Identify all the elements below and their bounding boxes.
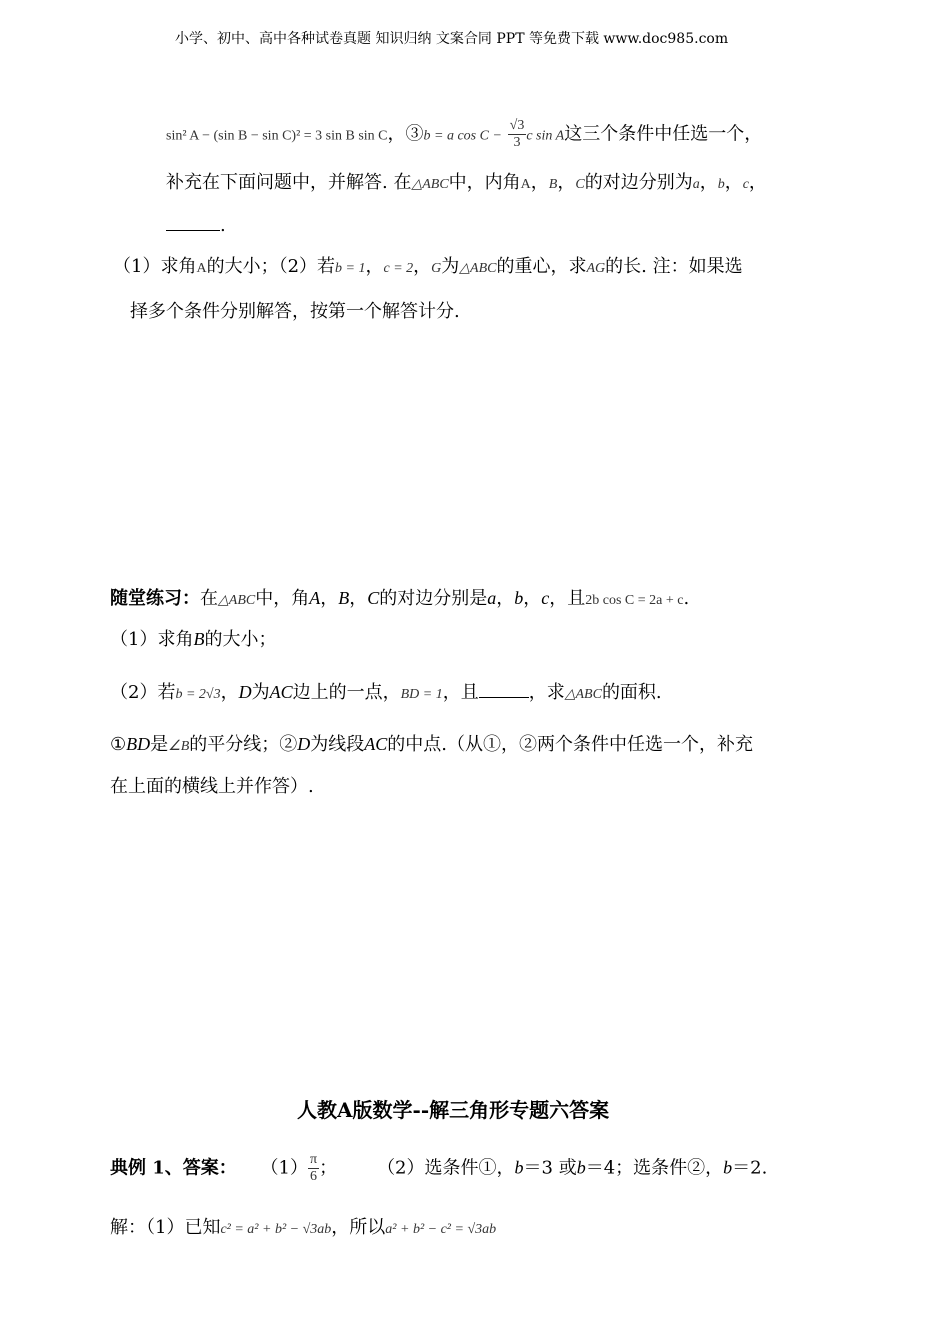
practice-line-5: 在上面的横线上并作答）. xyxy=(110,776,314,797)
problem-text-1: 这三个条件中任选一个， xyxy=(564,123,763,145)
practice-q2-text: ，且 xyxy=(442,682,479,703)
practice-line-1 xyxy=(110,586,689,613)
problem-line-4 xyxy=(113,255,743,281)
practice-text: 的对边分别是 xyxy=(379,588,488,609)
comma: ， xyxy=(724,172,743,193)
practice-line-2 xyxy=(110,627,276,652)
answer-line-1 xyxy=(110,1152,767,1185)
practice-line-4 xyxy=(110,732,753,759)
var-B: B xyxy=(548,177,558,192)
comma: ， xyxy=(496,588,515,609)
var-C: C xyxy=(367,588,380,608)
problem-line-5: 择多个条件分别解答，按第一个解答计分. xyxy=(130,301,460,322)
page-header: 小学、初中、高中各种试卷真题 知识归纳 文案合同 PPT 等免费下载 www.doc985.com xyxy=(175,31,729,47)
var-C: C xyxy=(575,177,585,192)
practice-label: 随堂练习： xyxy=(110,588,200,609)
formula-law-of-cosines: c² = a² + b² − √3ab xyxy=(220,1222,332,1237)
comma: ， xyxy=(349,588,368,609)
circled-3: ，③ xyxy=(387,123,424,145)
comma: ， xyxy=(699,172,718,193)
formula-b-eq: b = 2√3 xyxy=(175,687,221,702)
answer-value: ＝4；选条件②， xyxy=(585,1157,724,1179)
comma: ， xyxy=(413,256,432,277)
answers-title: 人教A版数学--解三角形专题六答案 xyxy=(297,1098,610,1122)
solution-text: ，所以 xyxy=(331,1217,386,1238)
var-D: D xyxy=(297,734,311,754)
formula-condition-3-lhs: b = a cos C − xyxy=(423,128,502,144)
solution-text: 解：（1）已知 xyxy=(110,1217,221,1238)
practice-text: 在 xyxy=(200,588,218,609)
var-BD: BD xyxy=(126,734,151,754)
var-b: b xyxy=(514,588,524,608)
comma: ， xyxy=(748,172,767,193)
var-A: A xyxy=(196,261,207,276)
comma: ， xyxy=(557,172,576,193)
formula-bd-eq-1: BD = 1 xyxy=(400,687,443,702)
triangle-abc: △ABC xyxy=(459,261,497,276)
formula-rearranged: a² + b² − c² = √3ab xyxy=(385,1222,497,1237)
var-B: B xyxy=(338,588,350,608)
var-AC: AC xyxy=(364,734,388,754)
problem-line-3 xyxy=(166,214,226,238)
problem-text-2a: 补充在下面问题中，并解答. 在 xyxy=(166,172,412,193)
triangle-abc: △ABC xyxy=(564,687,602,702)
practice-q1-text: （1）求角 xyxy=(110,629,194,650)
var-AC: AC xyxy=(269,682,293,702)
var-A: A xyxy=(309,588,321,608)
var-b: b xyxy=(576,1157,586,1178)
formula-c-eq-2: c = 2 xyxy=(383,261,414,276)
var-c: c xyxy=(541,588,550,608)
problem-note: 的长. 注：如果选 xyxy=(605,256,743,277)
formula-condition-3-rhs: c sin A xyxy=(526,128,565,144)
practice-q1-text: 的大小； xyxy=(204,629,277,650)
fraction-numerator: √3 xyxy=(509,118,525,133)
semicolon: ； xyxy=(319,1157,338,1179)
comma: ， xyxy=(220,682,239,703)
practice-q2-text: ，求 xyxy=(528,682,565,703)
var-b: b xyxy=(723,1157,733,1178)
var-G: G xyxy=(431,261,442,276)
fraction-numerator: π xyxy=(309,1152,318,1167)
fraction-pi-over-6 xyxy=(308,1152,319,1185)
answer-blank xyxy=(479,681,529,698)
var-D: D xyxy=(238,682,252,702)
practice-text: 的中点.（从①，②两个条件中任选一个，补充 xyxy=(387,734,753,755)
practice-line-3 xyxy=(110,680,662,707)
problem-text-2c: 的对边分别为 xyxy=(584,172,693,193)
question-2-text: 的大小；（2）若 xyxy=(206,256,336,277)
problem-text: 为 xyxy=(441,256,460,277)
var-a: a xyxy=(487,588,497,608)
question-1-text: （1）求角 xyxy=(113,256,197,277)
problem-line-2 xyxy=(166,171,767,197)
solution-line-1 xyxy=(110,1216,496,1242)
fraction-denominator: 6 xyxy=(310,1169,318,1184)
var-A: A xyxy=(520,177,531,192)
formula-b-eq-1: b = 1 xyxy=(335,261,366,276)
practice-q2-text: （2）若 xyxy=(110,682,176,703)
practice-q2-text: 为 xyxy=(251,682,270,703)
var-c: c xyxy=(742,177,749,192)
var-AG: AG xyxy=(586,261,606,276)
comma: ， xyxy=(530,172,549,193)
circled-1: ① xyxy=(110,734,127,755)
comma: ， xyxy=(320,588,339,609)
problem-text: 的重心，求 xyxy=(496,256,587,277)
answer-value: ＝2. xyxy=(732,1157,768,1179)
practice-text: 是 xyxy=(150,734,169,755)
practice-text: ，且 xyxy=(549,588,586,609)
angle-b: ∠B xyxy=(168,739,190,754)
formula-condition-2: sin² A − (sin B − sin C)² = 3 sin B sin C xyxy=(166,128,388,144)
var-B: B xyxy=(193,629,205,649)
answer-part-2: （2）选条件①， xyxy=(377,1157,515,1179)
answer-part-1: （1） xyxy=(260,1157,308,1179)
problem-line-1 xyxy=(166,118,762,151)
problem-text-2b: 中，内角 xyxy=(448,172,521,193)
var-b: b xyxy=(514,1157,524,1178)
answer-label: 典例 1、答案： xyxy=(110,1157,237,1179)
practice-text: 中，角 xyxy=(255,588,310,609)
var-b: b xyxy=(717,177,725,192)
period: . xyxy=(683,588,690,609)
comma: ， xyxy=(365,256,384,277)
comma: ， xyxy=(523,588,542,609)
practice-text: 为线段 xyxy=(310,734,365,755)
period: . xyxy=(220,215,226,236)
triangle-abc: △ABC xyxy=(411,177,449,192)
practice-q2-text: 边上的一点， xyxy=(292,682,401,703)
fraction-denominator: 3 xyxy=(513,135,521,150)
var-a: a xyxy=(692,177,700,192)
practice-text: 的平分线；② xyxy=(189,734,298,755)
answer-blank xyxy=(166,214,220,231)
triangle-abc: △ABC xyxy=(218,593,256,608)
practice-q2-text: 的面积. xyxy=(601,682,662,703)
fraction-sqrt3-over-3 xyxy=(508,118,527,151)
formula-condition: 2b cos C = 2a + c xyxy=(585,593,684,608)
answer-value: ＝3 或 xyxy=(523,1157,577,1179)
